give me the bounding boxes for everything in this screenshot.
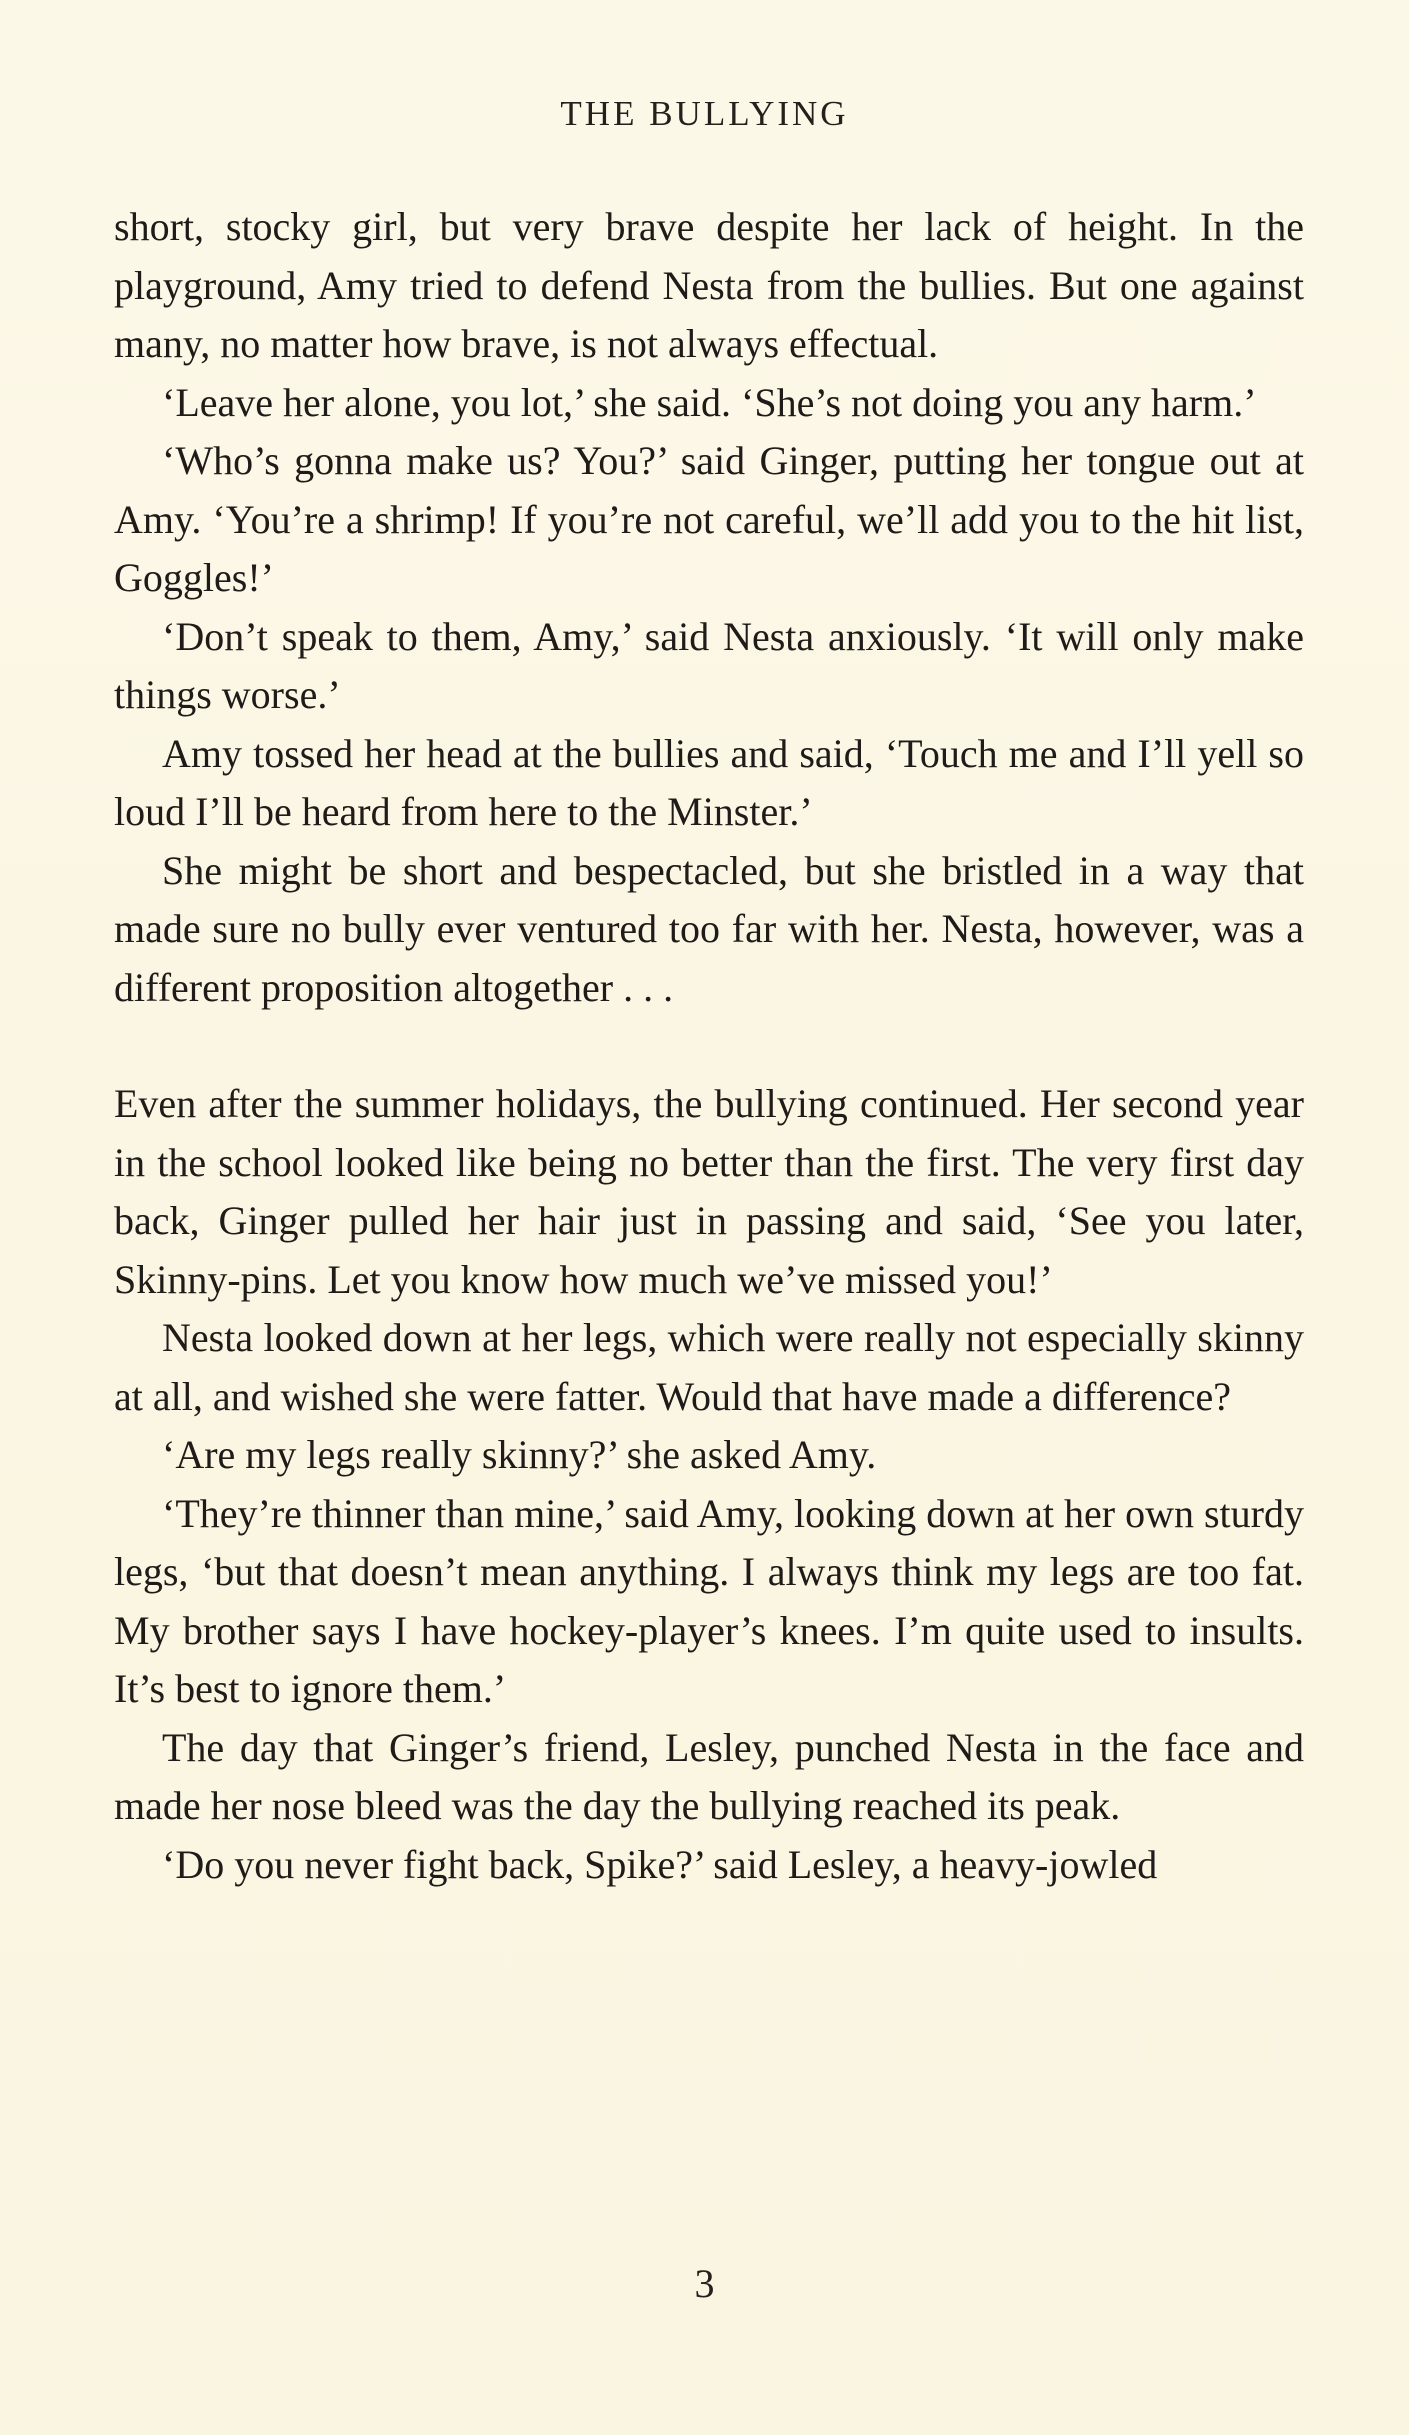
paragraph: ‘Are my legs really skinny?’ she asked Amy. <box>162 1432 877 1477</box>
paragraph: Nesta looked down at her legs, which were really not especially skinny at all, and wished she were fatter. Would that have made a difference? <box>114 1315 1304 1419</box>
paragraph: The day that Ginger’s friend, Lesley, punched Nesta in the face and made her nose bleed was the day the bullying reached its peak. <box>114 1724 1304 1828</box>
paragraph: ‘Who’s gonna make us? You?’ said Ginger, putting her tongue out at Amy. ‘You’re a shrimp! If you’re not careful, we’ll add you to the hit list, Goggles!’ <box>114 438 1304 600</box>
running-title: THE BULLYING <box>560 94 849 133</box>
section-break <box>114 1017 1304 1075</box>
paragraph: ‘Do you never fight back, Spike?’ said Lesley, a heavy-jowled <box>162 1841 1158 1887</box>
paragraph: She might be short and bespectacled, but she bristled in a way that made sure no bully ever ventured too far with her. Nesta, however, was a different proposition altogether . . . <box>114 847 1304 1010</box>
body-text <box>114 198 1304 1894</box>
paragraph: Amy tossed her head at the bullies and said, ‘Touch me and I’ll yell so loud I’ll be heard from here to the Minster.’ <box>114 730 1304 834</box>
page-number: 3 <box>694 2261 715 2306</box>
paragraph: short, stocky girl, but very brave despite her lack of height. In the playground, Amy tried to defend Nesta from the bullies. But one against many, no matter how brave, is not always effectual. <box>114 204 1304 366</box>
paragraph: ‘Leave her alone, you lot,’ she said. ‘She’s not doing you any harm.’ <box>162 379 1257 425</box>
paragraph: ‘They’re thinner than mine,’ said Amy, looking down at her own sturdy legs, ‘but that doesn’t mean anything. I always think my legs are too fat. My brother says I have hockey-player’s knees. I’m quite used to insults. It’s best to ignore them.’ <box>114 1490 1304 1711</box>
paragraph: Even after the summer holidays, the bullying continued. Her second year in the school looked like being no better than the first. The very first day back, Ginger pulled her hair just in passing and said, ‘See you later, Skinny-pins. Let you know how much we’ve missed you!’ <box>114 1081 1304 1302</box>
paragraph: ‘Don’t speak to them, Amy,’ said Nesta anxiously. ‘It will only make things worse.’ <box>114 613 1304 717</box>
